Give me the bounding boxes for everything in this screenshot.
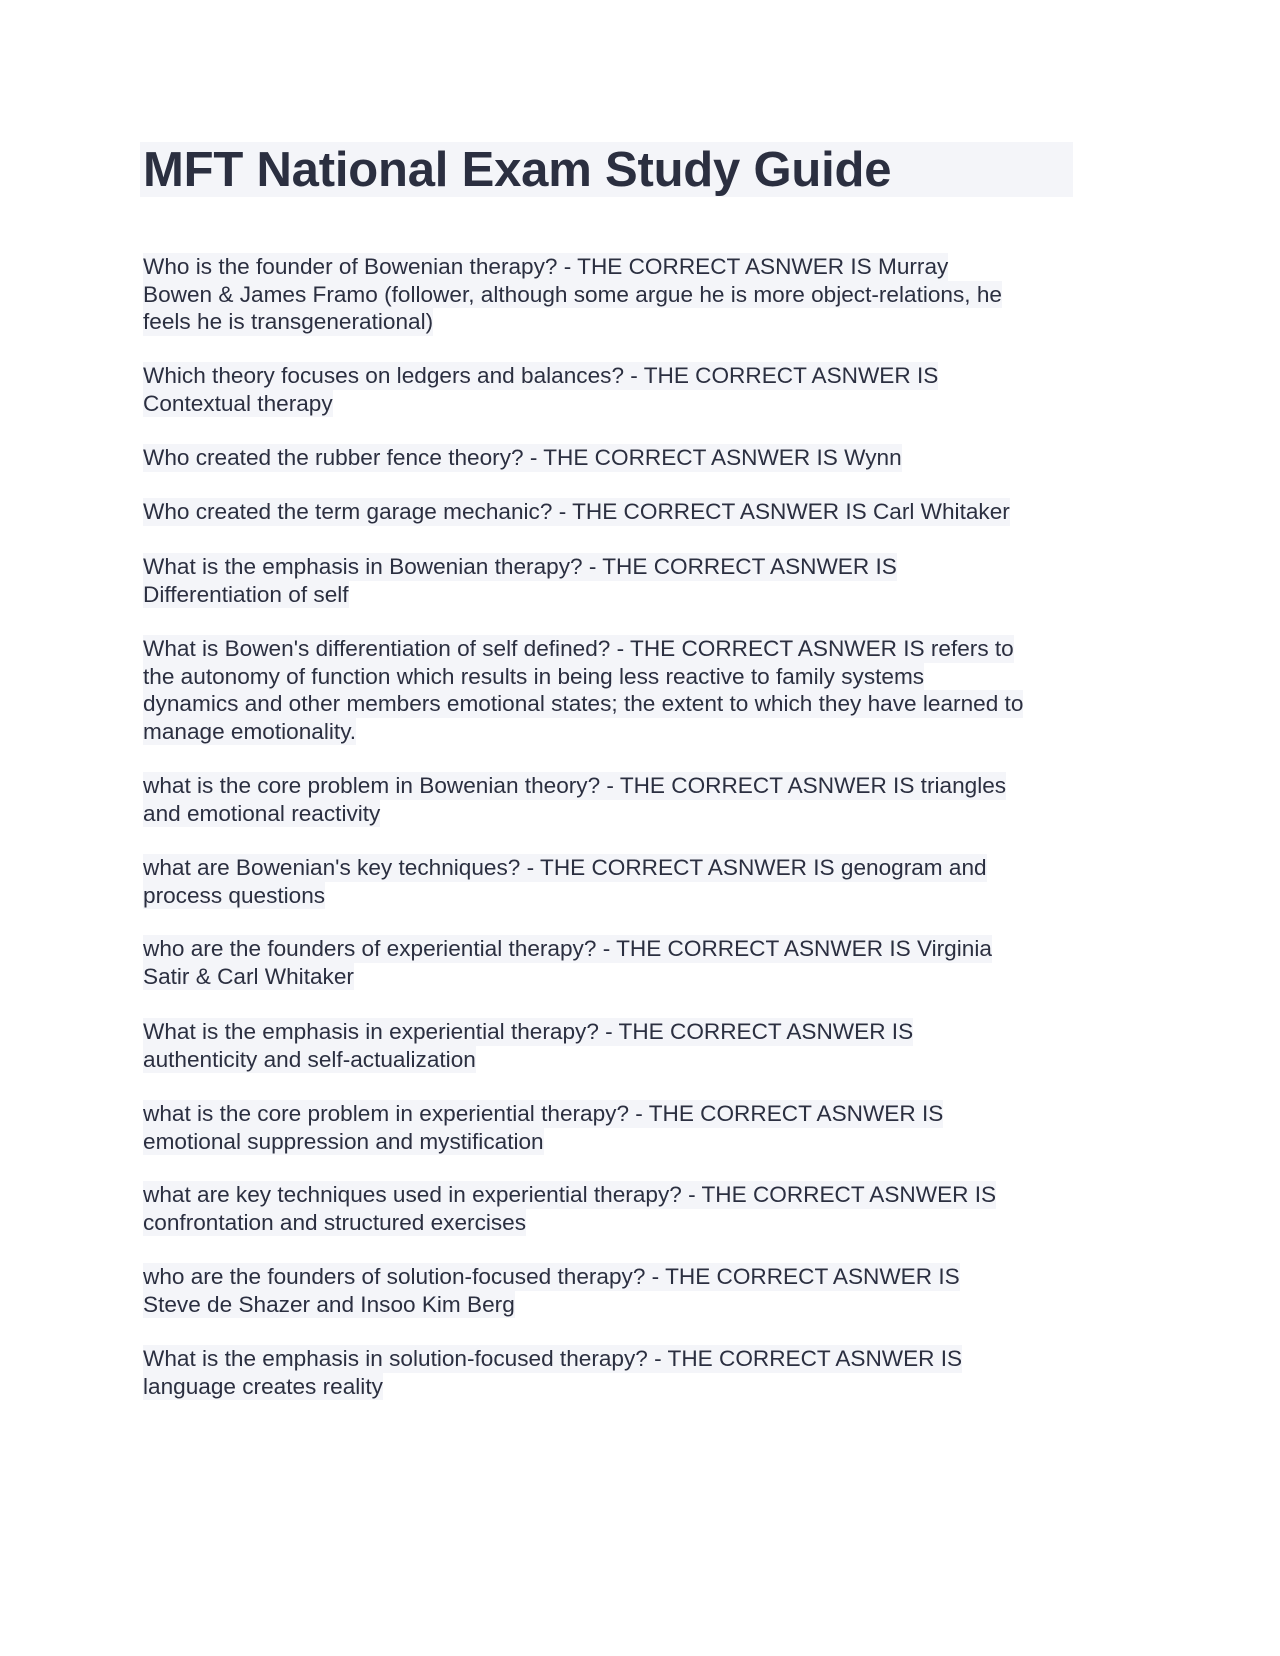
answer-line: Bowen & James Framo (follower, although some argue he is more object-relations, he (143, 281, 1002, 307)
page-title: MFT National Exam Study Guide (143, 143, 892, 197)
answer-line: authenticity and self-actualization (143, 1046, 476, 1072)
answer-line: feels he is transgenerational) (143, 309, 434, 334)
question-line: what are key techniques used in experiential therapy? - THE CORRECT ASNWER IS (143, 1182, 997, 1207)
answer-line: Steve de Shazer and Insoo Kim Berg (143, 1291, 515, 1317)
question-line: What is Bowen's differentiation of self defined? - THE CORRECT ASNWER IS refers to (143, 636, 1014, 661)
answer-line: dynamics and other members emotional states; the extent to which they have learned to (143, 691, 1024, 716)
qa-item (143, 1100, 943, 1155)
question-line: who are the founders of solution-focused therapy? - THE CORRECT ASNWER IS (143, 1264, 960, 1289)
question-line: what is the core problem in Bowenian theory? - THE CORRECT ASNWER IS triangles (143, 773, 1007, 798)
qa-item (143, 854, 987, 909)
question-line: What is the emphasis in solution-focused therapy? - THE CORRECT ASNWER IS (143, 1346, 963, 1371)
question-line: what are Bowenian's key techniques? - THE CORRECT ASNWER IS genogram and (143, 855, 987, 880)
question-line: Which theory focuses on ledgers and balances? - THE CORRECT ASNWER IS (143, 363, 939, 388)
answer-line: Differentiation of self (143, 581, 349, 607)
answer-line: confrontation and structured exercises (143, 1209, 527, 1235)
question-line: Who is the founder of Bowenian therapy? - THE CORRECT ASNWER IS Murray (143, 254, 949, 279)
question-line: what is the core problem in experiential therapy? - THE CORRECT ASNWER IS (143, 1101, 944, 1126)
question-line: Who created the term garage mechanic? - THE CORRECT ASNWER IS Carl Whitaker (143, 499, 1010, 524)
qa-item (143, 1181, 996, 1236)
answer-line: Contextual therapy (143, 390, 333, 416)
qa-item (143, 1018, 913, 1073)
qa-item (143, 635, 1023, 745)
qa-item (143, 362, 938, 417)
answer-line: emotional suppression and mystification (143, 1128, 544, 1154)
answer-line: manage emotionality. (143, 718, 357, 744)
qa-item (143, 253, 1002, 336)
qa-item (143, 498, 1010, 526)
answer-line: and emotional reactivity (143, 800, 381, 826)
question-line: What is the emphasis in experiential therapy? - THE CORRECT ASNWER IS (143, 1019, 914, 1044)
answer-line: Satir & Carl Whitaker (143, 963, 354, 989)
qa-item (143, 444, 902, 472)
answer-line: language creates reality (143, 1373, 383, 1399)
question-line: who are the founders of experiential therapy? - THE CORRECT ASNWER IS Virginia (143, 936, 992, 961)
question-line: What is the emphasis in Bowenian therapy? - THE CORRECT ASNWER IS (143, 554, 897, 579)
qa-item (143, 935, 992, 990)
answer-line: the autonomy of function which results in being less reactive to family systems (143, 663, 925, 689)
answer-line: process questions (143, 882, 326, 908)
question-line: Who created the rubber fence theory? - THE CORRECT ASNWER IS Wynn (143, 445, 902, 470)
qa-item (143, 1345, 962, 1400)
qa-item (143, 553, 897, 608)
qa-item (143, 1263, 960, 1318)
qa-item (143, 772, 1006, 827)
